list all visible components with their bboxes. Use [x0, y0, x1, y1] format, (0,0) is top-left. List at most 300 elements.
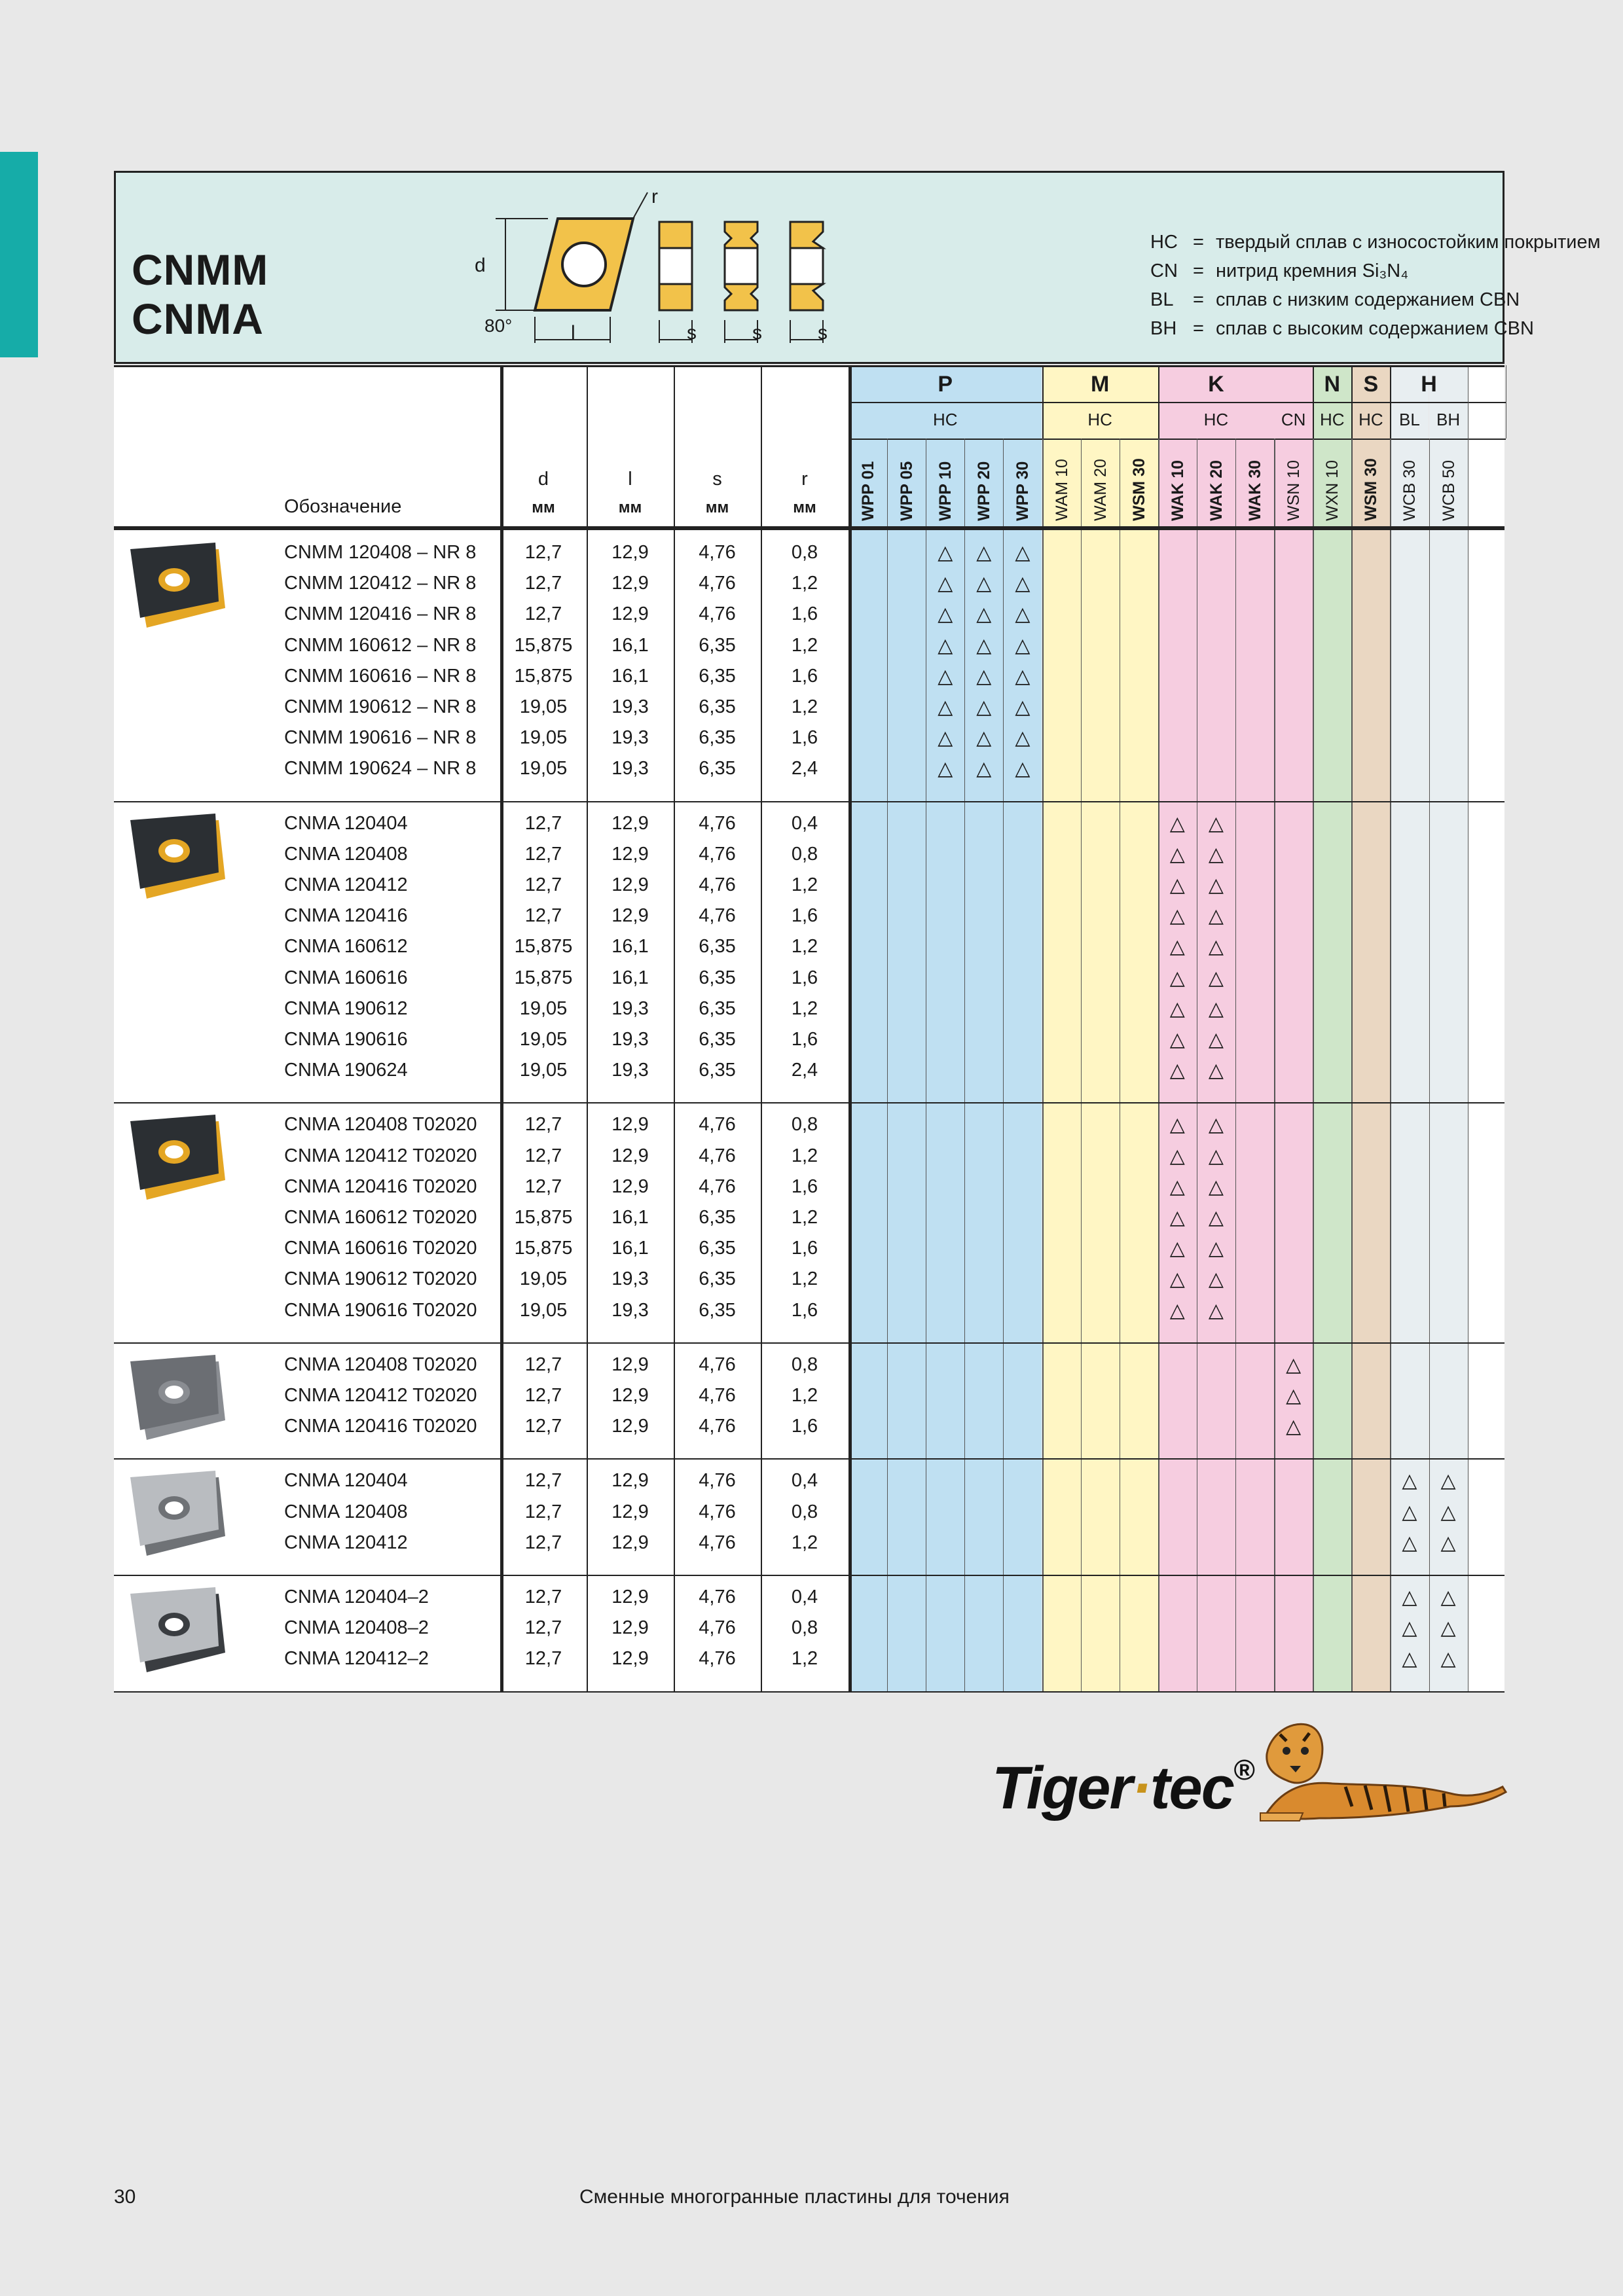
dimension-value: 6,35	[699, 936, 736, 958]
availability-triangle: △	[1208, 1175, 1224, 1198]
availability-triangle: △	[1440, 1532, 1456, 1554]
dimension-value: 0,4	[791, 1470, 818, 1492]
logo-dot: ·	[1131, 1755, 1150, 1821]
grade-column-bg	[1390, 365, 1429, 1691]
dimension-value: 16,1	[611, 1207, 649, 1228]
product-designation: CNMA 160616 T02020	[284, 1238, 477, 1259]
grade-column-bg	[1003, 365, 1042, 1691]
group-sub-label: HC	[1359, 410, 1383, 429]
availability-triangle: △	[976, 758, 992, 780]
product-designation: CNMM 120412 – NR 8	[284, 573, 477, 594]
legend-code: CN	[1150, 260, 1178, 281]
dimension-value: 1,6	[791, 1175, 818, 1197]
dimension-value: 6,35	[699, 1299, 736, 1321]
availability-triangle: △	[1208, 936, 1224, 958]
column-header-r: r	[801, 469, 808, 490]
dimension-value: 0,4	[791, 1587, 818, 1607]
grade-label: WAK 30	[1246, 459, 1264, 521]
grade-column-bg	[1429, 365, 1468, 1691]
dimension-value: 4,76	[699, 1175, 736, 1197]
dimension-value: 12,7	[524, 573, 562, 594]
logo-registered: ®	[1233, 1754, 1254, 1786]
availability-triangle: △	[976, 634, 992, 656]
availability-triangle: △	[1402, 1648, 1417, 1670]
dimension-value: 12,7	[524, 812, 562, 834]
group-divider	[1351, 365, 1353, 439]
label-s2: s	[752, 322, 762, 344]
group-label-m: M	[1090, 372, 1110, 397]
dimension-value: 0,8	[791, 542, 818, 563]
availability-triangle: △	[1208, 1029, 1224, 1050]
group-divider	[1390, 365, 1391, 439]
group-sub-label: HC	[932, 410, 958, 429]
label-r: r	[651, 186, 658, 207]
availability-triangle: △	[1208, 1114, 1224, 1136]
grade-column-bg	[964, 365, 1003, 1691]
product-designation: CNMM 120416 – NR 8	[284, 603, 477, 625]
product-designation: CNMA 160612	[284, 936, 408, 958]
availability-triangle: △	[1440, 1617, 1456, 1640]
column-header-l: l	[628, 469, 632, 490]
dimension-value: 0,4	[791, 812, 818, 834]
dimension-value: 12,9	[611, 1587, 649, 1607]
dimension-value: 6,35	[699, 665, 736, 687]
availability-triangle: △	[1169, 936, 1185, 958]
availability-triangle: △	[1169, 967, 1185, 989]
group-sub-label: CN	[1281, 410, 1306, 429]
dimension-value: 4,76	[699, 1501, 736, 1522]
availability-triangle: △	[976, 603, 992, 626]
availability-triangle: △	[1169, 1060, 1185, 1082]
dimension-value: 12,7	[524, 905, 562, 927]
dimension-value: 1,2	[791, 936, 818, 958]
grade-column-bg	[926, 365, 964, 1691]
dimension-value: 12,9	[611, 542, 649, 563]
grade-label: WSM 30	[1362, 458, 1381, 521]
product-designation: CNMA 120408	[284, 1501, 408, 1522]
dimension-value: 4,76	[699, 1617, 736, 1639]
dimension-value: 19,05	[519, 997, 568, 1019]
availability-triangle: △	[1208, 905, 1224, 927]
insert-cnma-t02020-icon	[120, 1111, 232, 1216]
dimension-value: 12,7	[524, 1617, 562, 1639]
grade-column-bg	[887, 365, 926, 1691]
block-divider	[114, 1102, 1504, 1103]
dimension-value: 1,2	[791, 874, 818, 895]
grade-label: WAM 20	[1091, 459, 1110, 521]
legend-equals: =	[1193, 260, 1204, 281]
grade-divider	[1158, 439, 1159, 1691]
product-designation: CNMA 120412	[284, 874, 408, 895]
dimension-value: 12,7	[524, 1587, 562, 1607]
header-rule	[848, 402, 1506, 403]
dimension-value: 12,9	[611, 603, 649, 625]
legend-equals: =	[1193, 232, 1204, 253]
dimension-value: 1,2	[791, 1207, 818, 1228]
dimension-value: 19,3	[611, 1060, 649, 1081]
availability-triangle: △	[1015, 603, 1030, 626]
dimension-value: 4,76	[699, 812, 736, 834]
label-s1: s	[687, 322, 697, 344]
column-unit-s: мм	[705, 499, 729, 516]
availability-triangle: △	[938, 758, 953, 780]
availability-triangle: △	[1208, 997, 1224, 1020]
dimension-value: 4,76	[699, 1354, 736, 1375]
availability-triangle: △	[1015, 634, 1030, 656]
product-designation: CNMM 160612 – NR 8	[284, 634, 477, 656]
tiger-icon	[1241, 1715, 1509, 1826]
availability-triangle: △	[938, 665, 953, 687]
grade-divider	[1390, 439, 1391, 1691]
column-divider	[674, 365, 675, 1691]
product-designation: CNMA 120404	[284, 812, 408, 834]
dimension-value: 12,7	[524, 1175, 562, 1197]
dimension-value: 12,7	[524, 843, 562, 865]
dimension-value: 12,9	[611, 1617, 649, 1639]
dimension-value: 15,875	[514, 967, 573, 988]
grade-column-bg	[1351, 365, 1390, 1691]
dimension-value: 0,8	[791, 843, 818, 865]
dimension-value: 12,9	[611, 1175, 649, 1197]
availability-triangle: △	[976, 542, 992, 564]
availability-triangle: △	[1015, 758, 1030, 780]
header-rule	[848, 439, 1506, 440]
dimension-value: 12,9	[611, 1354, 649, 1375]
availability-triangle: △	[1208, 843, 1224, 865]
dimension-value: 1,2	[791, 696, 818, 717]
dimension-value: 19,3	[611, 997, 649, 1019]
title-cnma: CNMA	[132, 295, 264, 343]
product-designation: CNMA 190616 T02020	[284, 1299, 477, 1321]
dimension-value: 0,8	[791, 1617, 818, 1639]
availability-triangle: △	[1169, 1268, 1185, 1291]
dimension-value: 4,76	[699, 1385, 736, 1406]
grade-label: WPP 30	[1013, 461, 1032, 521]
product-designation: CNMA 120412 T02020	[284, 1145, 477, 1166]
grade-column-bg	[1197, 365, 1235, 1691]
dimension-value: 4,76	[699, 1114, 736, 1136]
product-designation: CNMA 120416	[284, 905, 408, 927]
dimension-value: 19,05	[519, 1060, 568, 1081]
dimension-value: 19,3	[611, 758, 649, 780]
group-sub-label: HC	[1087, 410, 1112, 429]
legend-description: сплав с высоким содержанием CBN	[1216, 318, 1534, 339]
legend-code: BH	[1150, 318, 1177, 339]
dimension-value: 1,6	[791, 1416, 818, 1437]
availability-triangle: △	[938, 727, 953, 749]
product-designation: CNMA 120408	[284, 843, 408, 865]
dimension-value: 4,76	[699, 1145, 736, 1166]
dimension-value: 12,9	[611, 1114, 649, 1136]
dimension-value: 12,9	[611, 1501, 649, 1522]
availability-triangle: △	[1208, 1268, 1224, 1291]
product-designation: CNMA 160616	[284, 967, 408, 988]
availability-triangle: △	[976, 665, 992, 687]
grade-column-bg	[848, 365, 887, 1691]
availability-triangle: △	[1208, 1145, 1224, 1167]
grade-divider	[1081, 439, 1082, 1691]
availability-triangle: △	[1169, 1207, 1185, 1229]
availability-triangle: △	[1402, 1587, 1417, 1608]
dimension-value: 0,8	[791, 1114, 818, 1136]
grade-divider	[1429, 439, 1430, 1691]
legend-description: твердый сплав с износостойким покрытием	[1216, 232, 1601, 253]
availability-triangle: △	[938, 542, 953, 564]
availability-triangle: △	[1169, 1299, 1185, 1321]
table-top-border	[114, 365, 1504, 367]
grade-label: WAK 10	[1168, 459, 1187, 521]
availability-triangle: △	[938, 573, 953, 595]
grade-column-bg	[1274, 365, 1313, 1691]
column-unit-l: мм	[618, 499, 642, 516]
availability-triangle: △	[1440, 1470, 1456, 1492]
insert-cnma-icon	[120, 810, 232, 915]
grade-divider	[964, 439, 965, 1691]
availability-triangle: △	[1286, 1416, 1302, 1438]
grade-divider	[887, 439, 888, 1691]
block-divider	[114, 801, 1504, 802]
product-designation: CNMM 190616 – NR 8	[284, 727, 477, 749]
grade-column-bg	[1042, 365, 1081, 1691]
block-divider	[114, 1691, 1504, 1693]
dimension-value: 12,7	[524, 1470, 562, 1492]
block-divider	[114, 1458, 1504, 1460]
availability-triangle: △	[1440, 1587, 1456, 1608]
dimension-value: 1,2	[791, 1385, 818, 1406]
column-divider	[587, 365, 588, 1691]
dimension-value: 19,05	[519, 1299, 568, 1321]
dimension-value: 6,35	[699, 967, 736, 988]
product-designation: CNMA 160612 T02020	[284, 1207, 477, 1228]
dimension-value: 19,3	[611, 696, 649, 717]
availability-triangle: △	[1402, 1501, 1417, 1523]
dimension-value: 0,8	[791, 1354, 818, 1375]
dimension-value: 0,8	[791, 1501, 818, 1522]
dimension-value: 6,35	[699, 727, 736, 749]
product-designation: CNMA 120412 T02020	[284, 1385, 477, 1406]
grade-label: WSN 10	[1285, 459, 1304, 521]
dimension-value: 12,7	[524, 1648, 562, 1670]
product-designation: CNMM 160616 – NR 8	[284, 665, 477, 687]
dimension-value: 6,35	[699, 1268, 736, 1290]
dimension-value: 12,7	[524, 542, 562, 563]
group-label-s: S	[1363, 372, 1379, 397]
group-divider	[1158, 365, 1159, 439]
legend-description: нитрид кремния Si₃N₄	[1216, 260, 1409, 281]
dimension-value: 12,7	[524, 1416, 562, 1437]
group-label-k: K	[1208, 372, 1224, 397]
dimension-value: 16,1	[611, 665, 649, 687]
dimension-value: 12,9	[611, 874, 649, 895]
product-designation: CNMA 120408 T02020	[284, 1354, 477, 1375]
availability-triangle: △	[1169, 812, 1185, 834]
designation-header: Обозначение	[284, 496, 402, 517]
availability-triangle: △	[1169, 1238, 1185, 1260]
group-divider	[1042, 365, 1044, 439]
grade-divider	[1042, 439, 1044, 1691]
legend-description: сплав с низким содержанием CBN	[1216, 289, 1520, 310]
dimension-value: 1,6	[791, 1029, 818, 1050]
grade-label: WPP 20	[975, 461, 994, 521]
dimension-value: 19,05	[519, 696, 568, 717]
dimension-value: 1,6	[791, 727, 818, 749]
availability-triangle: △	[1208, 1238, 1224, 1260]
product-designation: CNMA 120416 T02020	[284, 1175, 477, 1197]
dimension-value: 16,1	[611, 936, 649, 958]
dimension-value: 19,05	[519, 758, 568, 780]
insert-cbn-icon	[120, 1467, 232, 1572]
dimension-value: 1,6	[791, 1299, 818, 1321]
availability-triangle: △	[1208, 1060, 1224, 1082]
page-caption: Сменные многогранные пластины для точения	[579, 2186, 1010, 2208]
availability-triangle: △	[1015, 696, 1030, 718]
availability-triangle: △	[938, 696, 953, 718]
product-designation: CNMM 190624 – NR 8	[284, 758, 477, 780]
grade-label: WAK 20	[1207, 459, 1226, 521]
dimension-value: 4,76	[699, 573, 736, 594]
availability-triangle: △	[976, 696, 992, 718]
grade-label: WSM 30	[1129, 458, 1148, 521]
dimension-value: 12,9	[611, 905, 649, 927]
grade-label: WAM 10	[1052, 459, 1071, 521]
grade-label: WPP 10	[936, 461, 955, 521]
availability-triangle: △	[1440, 1648, 1456, 1670]
dimension-value: 1,2	[791, 1648, 818, 1670]
dimension-value: 16,1	[611, 967, 649, 988]
dimension-value: 12,9	[611, 812, 649, 834]
availability-triangle: △	[1208, 967, 1224, 989]
grade-label: WCB 50	[1439, 459, 1458, 521]
dimension-value: 1,2	[791, 1145, 818, 1166]
label-d: d	[475, 255, 486, 276]
grade-column-bg	[1120, 365, 1158, 1691]
dimension-value: 4,76	[699, 905, 736, 927]
column-unit-r: мм	[793, 499, 816, 516]
product-designation: CNMA 120408–2	[284, 1617, 429, 1639]
dimension-value: 12,7	[524, 1532, 562, 1553]
dimension-value: 6,35	[699, 758, 736, 780]
group-divider	[1313, 365, 1314, 439]
header-box	[114, 171, 1601, 364]
availability-triangle: △	[1402, 1617, 1417, 1640]
group-sub-label: HC	[1203, 410, 1229, 429]
dimension-value: 1,6	[791, 905, 818, 927]
product-designation: CNMA 190616	[284, 1029, 408, 1050]
availability-triangle: △	[1402, 1532, 1417, 1554]
label-s3: s	[818, 322, 828, 344]
logo-text-tec: tec	[1150, 1755, 1233, 1821]
dimension-value: 1,2	[791, 634, 818, 656]
dimension-value: 4,76	[699, 1587, 736, 1607]
column-divider	[500, 365, 503, 1691]
dimension-value: 19,3	[611, 1268, 649, 1290]
title-cnmm: CNMM	[132, 245, 269, 294]
legend-equals: =	[1193, 318, 1204, 339]
product-designation: CNMA 190612 T02020	[284, 1268, 477, 1290]
insert-cbn-tipped-icon	[120, 1584, 232, 1689]
block-divider	[114, 1575, 1504, 1576]
dimension-value: 15,875	[514, 1238, 573, 1259]
table-header-bottom	[114, 526, 1504, 530]
dimension-value: 12,7	[524, 1145, 562, 1166]
grade-label: WXN 10	[1323, 459, 1342, 521]
availability-triangle: △	[1169, 843, 1185, 865]
grade-column-bg	[1081, 365, 1120, 1691]
column-divider	[848, 365, 852, 1691]
group-sub-label: BL	[1399, 410, 1420, 429]
product-designation: CNMM 190612 – NR 8	[284, 696, 477, 717]
availability-triangle: △	[1208, 812, 1224, 834]
column-unit-d: мм	[532, 499, 555, 516]
dimension-value: 4,76	[699, 843, 736, 865]
product-designation: CNMA 120412	[284, 1532, 408, 1553]
dimension-value: 12,7	[524, 1114, 562, 1136]
dimension-value: 19,05	[519, 1029, 568, 1050]
dimension-value: 1,2	[791, 997, 818, 1019]
product-designation: CNMA 120416 T02020	[284, 1416, 477, 1437]
dimension-value: 15,875	[514, 1207, 573, 1228]
availability-triangle: △	[1286, 1354, 1302, 1376]
dimension-value: 4,76	[699, 542, 736, 563]
insert-ceramic-icon	[120, 1352, 232, 1456]
dimension-value: 16,1	[611, 1238, 649, 1259]
grade-column-bg	[1158, 365, 1197, 1691]
availability-triangle: △	[1169, 997, 1185, 1020]
dimension-value: 4,76	[699, 603, 736, 625]
availability-triangle: △	[938, 634, 953, 656]
insert-nr8-icon	[120, 539, 232, 644]
group-label-h: H	[1421, 372, 1437, 397]
availability-triangle: △	[1169, 1114, 1185, 1136]
availability-triangle: △	[1169, 874, 1185, 896]
section-tab	[0, 152, 38, 357]
dimension-value: 1,6	[791, 967, 818, 988]
dimension-value: 12,9	[611, 1416, 649, 1437]
dimension-value: 1,6	[791, 665, 818, 687]
grade-label: WPP 05	[898, 461, 917, 521]
dimension-value: 4,76	[699, 1648, 736, 1670]
grade-column-bg	[1235, 365, 1274, 1691]
grade-divider	[1235, 439, 1236, 1691]
grade-label: WCB 30	[1400, 459, 1419, 521]
label-l: l	[571, 322, 575, 344]
table-right-bg	[1468, 365, 1504, 1691]
availability-triangle: △	[1208, 1207, 1224, 1229]
group-sub-label: HC	[1319, 410, 1345, 429]
availability-triangle: △	[976, 727, 992, 749]
dimension-value: 2,4	[791, 758, 818, 780]
dimension-value: 12,9	[611, 1470, 649, 1492]
dimension-value: 16,1	[611, 634, 649, 656]
grade-label: WPP 01	[859, 461, 877, 521]
availability-triangle: △	[1169, 1175, 1185, 1198]
dimension-value: 12,9	[611, 1145, 649, 1166]
dimension-value: 12,9	[611, 1385, 649, 1406]
group-label-n: N	[1324, 372, 1341, 397]
block-divider	[114, 1342, 1504, 1344]
dimension-value: 12,7	[524, 1354, 562, 1375]
dimension-value: 12,7	[524, 1385, 562, 1406]
dimension-value: 19,05	[519, 1268, 568, 1290]
dimension-value: 19,3	[611, 1299, 649, 1321]
grade-divider	[1351, 439, 1353, 1691]
dimension-value: 1,2	[791, 1532, 818, 1553]
product-designation: CNMA 120408 T02020	[284, 1114, 477, 1136]
dimension-value: 12,7	[524, 874, 562, 895]
dimension-value: 12,9	[611, 843, 649, 865]
dimension-value: 12,9	[611, 1648, 649, 1670]
dimension-value: 6,35	[699, 1029, 736, 1050]
